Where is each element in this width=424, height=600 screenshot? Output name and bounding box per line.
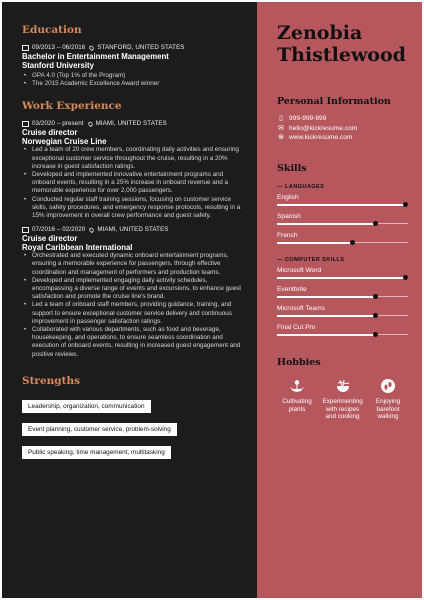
skill-name: Spanish xyxy=(277,212,301,220)
strength-tag: Leadership, organization, communication xyxy=(22,400,151,413)
skill-group-label: — LANGUAGES xyxy=(277,183,325,190)
work-bullet: • Led a team of onboard staff members, providing guidance, training, and support to ensure exceptional customer service delivery and continuous improvement in passenger satisfaction ratings. xyxy=(22,301,247,326)
work-item xyxy=(22,120,247,220)
calendar-icon xyxy=(22,227,29,233)
work-section xyxy=(22,100,247,358)
phone-value: 999-999-999 xyxy=(289,115,327,122)
skill-level-dot xyxy=(350,240,355,245)
education-bullets xyxy=(22,72,247,88)
work-dates: 07/2016 – 02/2020 xyxy=(32,226,86,234)
work-company: Norwegian Cruise Line xyxy=(22,137,107,147)
location-pin-icon xyxy=(87,121,93,127)
skill-item xyxy=(277,324,408,339)
skill-name: Final Cut Pro xyxy=(277,323,316,331)
skill-level-dot xyxy=(373,221,378,226)
hobby-item xyxy=(368,378,408,421)
email-value[interactable]: hello@kickresume.com xyxy=(289,124,358,132)
strengths-section xyxy=(22,375,247,464)
work-role: Cruise director xyxy=(22,234,78,244)
education-dates: 09/2013 – 06/2016 xyxy=(32,44,86,51)
skill-bar-fill xyxy=(277,204,408,206)
personal-info-section xyxy=(277,96,408,143)
skills-heading: Skills xyxy=(277,162,307,174)
work-dates: 03/2020 – present xyxy=(32,120,84,128)
skill-group-label: — COMPUTER SKILLS xyxy=(277,256,345,263)
work-role: Cruise director xyxy=(22,128,78,138)
candidate-last-name: Thistlewood xyxy=(277,44,406,66)
location-pin-icon xyxy=(89,44,95,50)
left-column xyxy=(2,2,257,598)
skill-item xyxy=(277,232,408,247)
skill-bar-fill xyxy=(277,277,408,279)
location-pin-icon xyxy=(89,227,95,233)
work-meta xyxy=(22,226,247,233)
skill-bar-fill xyxy=(277,242,353,244)
hobbies-list xyxy=(277,378,408,421)
skill-level-dot xyxy=(373,294,378,299)
personal-info-heading: Personal Information xyxy=(277,96,391,107)
skill-bar-fill xyxy=(277,223,375,225)
email-row[interactable] xyxy=(277,124,408,134)
education-location: STANFORD, UNITED STATES xyxy=(97,44,185,51)
skill-name: English xyxy=(277,193,299,201)
work-meta xyxy=(22,120,247,127)
education-degree: Bachelor in Entertainment Management xyxy=(22,52,169,61)
calendar-icon xyxy=(22,121,29,127)
skill-level-dot xyxy=(373,332,378,337)
work-location: MIAMI, UNITED STATES xyxy=(95,120,167,128)
skill-bar-fill xyxy=(277,334,375,336)
strength-tag: Event planning, customer service, problem-solving xyxy=(22,423,177,436)
work-bullet: • Developed and implemented engaging daily activity schedules, encompassing a diverse range of events and excursions, to enhance guest satisfaction and promote the cruise line's brand. xyxy=(22,277,247,302)
education-heading: Education xyxy=(22,24,82,36)
skill-level-dot xyxy=(373,313,378,318)
skill-level-dot xyxy=(403,275,408,280)
work-bullet: • Led a team of 20 crew members, coordinating daily activities and ensuring exceptional customer service throughout the cruise, resulting in a 20% increase in guest satisfaction ratings. xyxy=(22,146,247,171)
skills-list xyxy=(277,184,408,339)
education-meta xyxy=(22,44,247,51)
resume-page xyxy=(2,2,422,598)
skill-name: Eventbrite xyxy=(277,285,307,293)
work-bullet: • Developed and implemented innovative entertainment programs and onboard events, resulting in a 25% increase in onboard revenue and a memorable experience for over 2,000 passengers. xyxy=(22,171,247,196)
skill-item xyxy=(277,194,408,209)
hobby-item xyxy=(277,378,317,421)
work-company: Royal Caribbean International xyxy=(22,243,133,253)
candidate-first-name: Zenobia xyxy=(277,22,363,44)
skill-level-bar xyxy=(277,274,408,282)
skill-level-bar xyxy=(277,220,408,228)
skill-level-bar xyxy=(277,239,408,247)
skill-bar-fill xyxy=(277,315,375,317)
hobby-label: Cultivating plants xyxy=(282,397,312,413)
skill-level-dot xyxy=(403,202,408,207)
globe-icon: ⊕ xyxy=(278,134,284,142)
work-bullet: • Collaborated with various departments, such as food and beverage, housekeeping, and operations, to ensure seamless coordination and execution of onboard events, resulting in increased guest engagement and positive reviews. xyxy=(22,326,247,359)
education-section xyxy=(22,24,247,88)
education-item xyxy=(22,44,247,88)
calendar-icon xyxy=(22,45,29,51)
mail-icon: ✉ xyxy=(278,124,284,132)
skill-name: Microsoft Teams xyxy=(277,304,325,312)
work-bullets xyxy=(22,252,247,359)
website-row[interactable] xyxy=(277,133,408,143)
skill-item xyxy=(277,213,408,228)
noodle-bowl-icon xyxy=(335,378,351,394)
skill-level-bar xyxy=(277,312,408,320)
work-bullets xyxy=(22,146,247,220)
plant-hands-icon xyxy=(289,378,305,394)
education-bullet: • GPA 4.0 (Top 1% of the Program) xyxy=(22,72,247,80)
work-location: MIAMI, UNITED STATES xyxy=(97,226,169,234)
hobby-label: Experimenting with recipes and cooking xyxy=(322,397,363,421)
skill-name: French xyxy=(277,231,298,239)
work-item xyxy=(22,226,247,359)
skill-level-bar xyxy=(277,293,408,301)
education-school: Stanford University xyxy=(22,61,94,70)
website-value[interactable]: www.kickresume.com xyxy=(289,134,353,142)
footprints-icon xyxy=(380,378,396,394)
phone-icon: ▯ xyxy=(279,115,283,122)
skill-level-bar xyxy=(277,201,408,209)
work-bullet: • Conducted regular staff training sessions, focusing on customer service skills, safety procedures, and emergency response protocols, resulting in a 15% improvement in overall crew performance and guest safety. xyxy=(22,196,247,221)
skill-item xyxy=(277,305,408,320)
phone-row xyxy=(277,114,408,124)
skills-section xyxy=(277,163,408,339)
skill-item xyxy=(277,267,408,282)
skill-name: Microsoft Word xyxy=(277,266,322,274)
skill-bar-fill xyxy=(277,296,375,298)
hobby-item xyxy=(323,378,363,421)
strengths-heading: Strengths xyxy=(22,374,81,387)
work-bullet: • Orchestrated and executed dynamic onboard entertainment programs, ensuring a memorable experience for passengers, through effective coordination and management of performers and production teams. xyxy=(22,252,247,277)
hobbies-section xyxy=(277,357,408,421)
right-column xyxy=(257,2,422,598)
strength-tag: Public speaking, time management, multitasking xyxy=(22,446,171,459)
hobbies-heading: Hobbies xyxy=(277,356,321,368)
education-bullet: • The 2015 Academic Excellence Award winner xyxy=(22,80,247,88)
skill-item xyxy=(277,286,408,301)
work-heading: Work Experience xyxy=(22,100,122,113)
hobby-label: Enjoying barefoot walking xyxy=(375,397,401,421)
skill-level-bar xyxy=(277,331,408,339)
